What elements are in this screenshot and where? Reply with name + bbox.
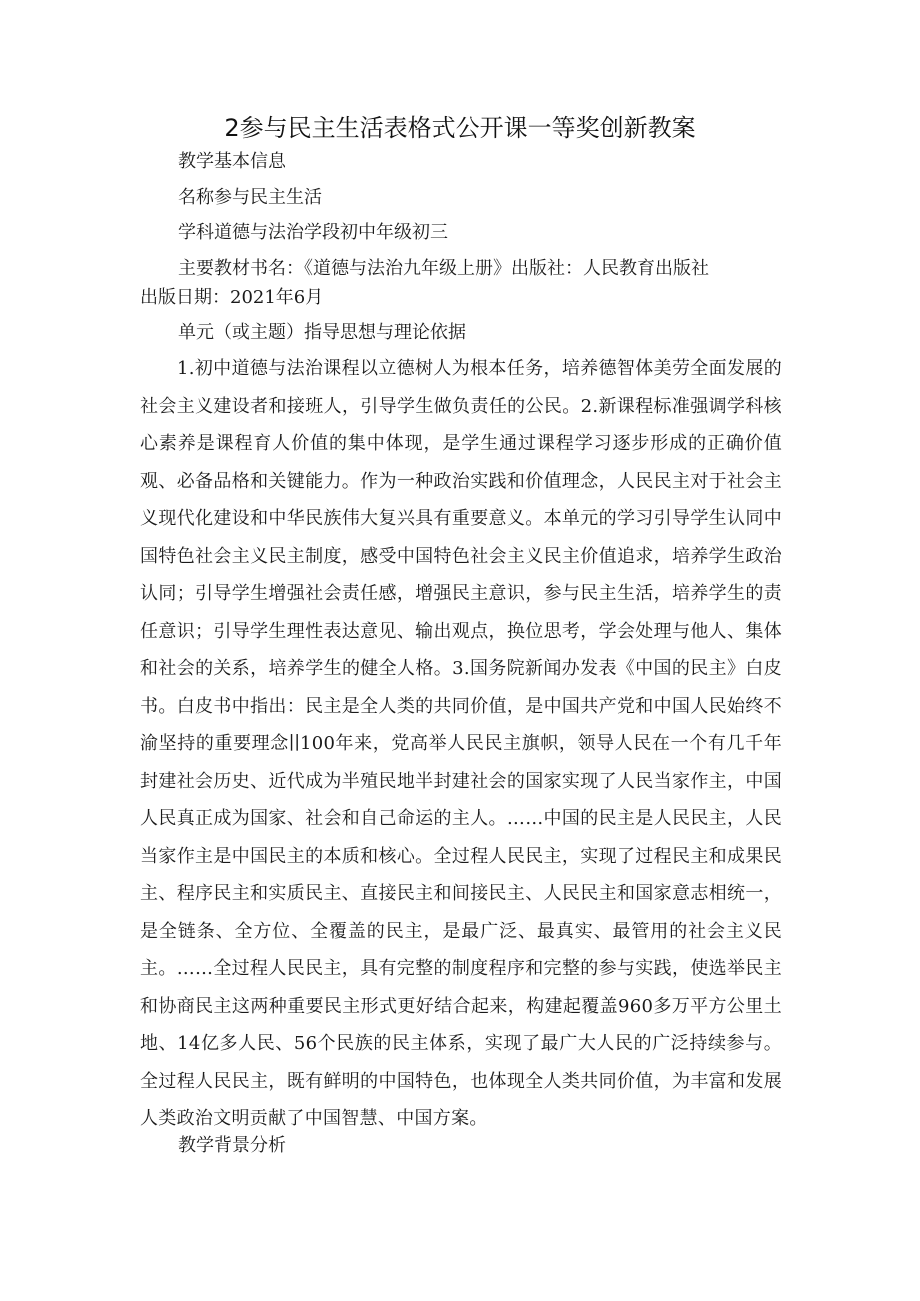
basic-info-heading: 教学基本信息 xyxy=(178,151,286,172)
publish-date-line: 出版日期：2021年6月 xyxy=(140,287,324,308)
document-title: 2参与民主生活表格式公开课一等奖创新教案 xyxy=(224,114,696,142)
background-heading: 教学背景分析 xyxy=(178,1135,286,1156)
textbook-line: 主要教材书名：《道德与法治九年级上册》出版社：人民教育出版社 xyxy=(178,258,709,279)
subject-line: 学科道德与法治学段初中年级初三 xyxy=(178,222,448,243)
guiding-heading: 单元（或主题）指导思想与理论依据 xyxy=(178,322,466,343)
guiding-body-paragraph: 1.初中道德与法治课程以立德树人为根本任务，培养德智体美劳全面发展的社会主义建设者和接班人，引导学生做负责任的公民。2.新课程标准强调学科核心素养是课程育人价值的集中体现，是学生通过课程学习逐步形成的正确价值观、必备品格和关键能力。作为一种政治实践和价值理念，人民民主对于社会主义现代化建设和中华民族伟大复兴具有重要意义。本单元的学习引导学生认同中国特色社会主义民主制度，感受中国特色社会主义民主价值追求，培养学生政治认同；引导学生增强社会责任感，增强民主意识，参与民主生活，培养学生的责任意识；引导学生理性表达意见、输出观点，换位思考，学会处理与他人、集体和社会的关系，培养学生的健全人格。3.国务院新闻办发表《中国的民主》白皮书。白皮书中指出：民主是全人类的共同价值，是中国共产党和中国人民始终不渝坚持的重要理念∣∣100年来，党高举人民民主旗帜，领导人民在一个有几千年封建社会历史、近代成为半殖民地半封建社会的国家实现了人民当家作主，中国人民真正成为国家、社会和自己命运的主人。……中国的民主是人民民主，人民当家作主是中国民主的本质和核心。全过程人民民主，实现了过程民主和成果民主、程序民主和实质民主、直接民主和间接民主、人民民主和国家意志相统一，是全链条、全方位、全覆盖的民主，是最广泛、最真实、最管用的社会主义民主。……全过程人民民主，具有完整的制度程序和完整的参与实践，使选举民主和协商民主这两种重要民主形式更好结合起来，构建起覆盖960多万平方公里土地、14亿多人民、56个民族的民主体系，实现了最广大人民的广泛持续参与。全过程人民民主，既有鲜明的中国特色，也体现全人类共同价值，为丰富和发展人类政治文明贡献了中国智慧、中国方案。 xyxy=(140,358,782,1129)
name-line: 名称参与民主生活 xyxy=(178,187,322,208)
